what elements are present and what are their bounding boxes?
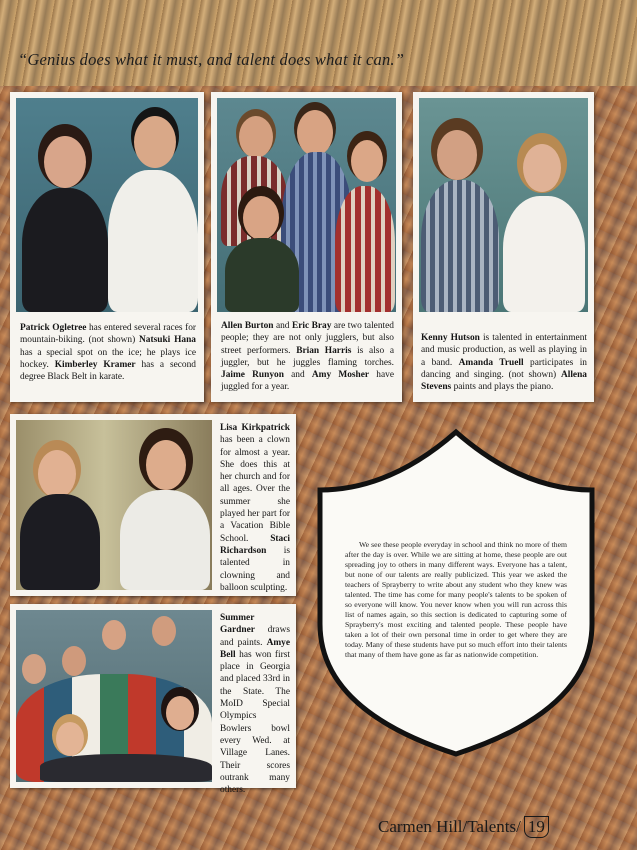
photo-5-person-6-head	[166, 696, 194, 730]
photo-2-person-3-head	[351, 140, 383, 182]
name-staci-richardson: Staci Richardson	[220, 533, 290, 556]
caption-2-text-b: are two talented people; they are not only jugglers, but also street performers.	[221, 321, 394, 356]
caption-2-text-a: and	[273, 321, 292, 331]
photo-4-person-right-body	[120, 490, 210, 590]
photo-4-person-right-head	[146, 440, 186, 490]
photo-card-3	[413, 92, 594, 402]
caption-5-text-a: draws and paints.	[220, 625, 290, 648]
name-kimberley-kramer: Kimberley Kramer	[54, 359, 136, 370]
caption-2-text-e: have juggled for a year.	[221, 370, 394, 393]
name-jaime-runyon: Jaime Runyon	[221, 370, 284, 381]
caption-3-text-b: participates in dancing and singing. (not shown)	[421, 357, 587, 380]
photo-3-person-left-body	[421, 180, 499, 312]
caption-3-text-a: is talented in entertainment and music production, as well as playing in a band.	[421, 333, 587, 368]
photo-5-front-bodies	[40, 754, 212, 782]
name-amanda-truell: Amanda Truell	[458, 357, 524, 368]
name-lisa-kirkpatrick: Lisa Kirkpatrick	[220, 423, 290, 433]
photo-5	[16, 610, 212, 782]
photo-card-4	[10, 414, 296, 596]
caption-4-text-b: is talented in clowning and balloon sculpting.	[220, 545, 290, 593]
name-brian-harris: Brian Harris	[296, 345, 352, 356]
photo-2-person-3-body	[335, 186, 395, 312]
marbled-banner	[0, 0, 637, 86]
name-natsuki-hana: Natsuki Hana	[139, 335, 196, 346]
photo-1	[16, 98, 198, 312]
photo-3-person-left-head	[437, 130, 477, 180]
photo-5-person-3-head	[102, 620, 126, 650]
photo-card-1	[10, 92, 204, 402]
photo-1-person-right-head	[134, 116, 176, 168]
caption-4	[220, 422, 290, 594]
photo-2-person-1-head	[239, 116, 273, 158]
page-quote: “Genius does what it must, and talent does what it can.”	[18, 50, 405, 69]
caption-1-text-a: has entered several races for mountain-biking. (not shown)	[20, 323, 197, 346]
photo-2-person-4-body	[225, 238, 299, 312]
caption-5-text-b: has won first place in Georgia and placed 33rd in the State. The MoID Special Olympics Bowlers bowl every Wed. at Village Lanes. Their scores outrank many others.	[220, 649, 290, 796]
photo-3-person-right-head	[523, 144, 561, 192]
photo-5-person-1-head	[22, 654, 46, 684]
photo-1-person-right-body	[108, 170, 198, 312]
shield-intro-text: We see these people everyday in school and think no more of them after the day is over. While we are sitting at home, these people are out spreading joy to others in many different ways. Everyone has a talent, but none of our talents are really publicized. This year we asked the teachers of Sprayberry to write about any student who they knew was talented. The time has come for many people's talents to be spoken of so everyone will know. You never know when you will run across this list of names again, so this section is dedicated to capturing some of Sprayberry's most exciting and talented people. These people have taken a lot of their own personal time in order to get where they are today. Many of these students have put so much effort into their talents that many of them have gone as far as nationwide competition.	[345, 540, 567, 659]
photo-2-person-4-head	[243, 196, 279, 240]
caption-1	[20, 322, 196, 383]
name-allen-burton: Allen Burton	[221, 321, 274, 331]
caption-1-text-b: has a special spot on the ice; he plays ice hockey.	[20, 347, 196, 370]
photo-3	[419, 98, 588, 312]
caption-3	[421, 332, 587, 393]
photo-card-5	[10, 604, 296, 796]
name-eric-bray: Eric Bray	[291, 321, 332, 331]
photo-2-person-2-head	[297, 110, 333, 156]
name-amye-bell: Amye Bell	[220, 637, 290, 660]
photo-5-person-2-head	[62, 646, 86, 676]
caption-2-text-d: and	[283, 370, 312, 381]
caption-5	[220, 612, 290, 796]
caption-2-text-c: is also a juggler, but he juggles flaming torches.	[221, 345, 394, 368]
photo-1-person-left-head	[44, 136, 86, 188]
photo-1-person-left-body	[22, 188, 108, 312]
photo-5-person-4-head	[152, 616, 176, 646]
photo-4-person-left-head	[38, 450, 76, 498]
page-number: 19	[524, 816, 549, 838]
name-kenny-hutson: Kenny Hutson	[421, 333, 480, 343]
page-footer	[378, 816, 549, 838]
photo-5-person-5-head	[56, 722, 84, 756]
footer-label: Carmen Hill/Talents/	[378, 817, 521, 836]
photo-2	[217, 98, 396, 312]
name-allena-stevens: Allena Stevens	[421, 369, 587, 393]
photo-4-person-left-body	[20, 494, 100, 590]
photo-card-2	[211, 92, 402, 402]
name-amy-mosher: Amy Mosher	[311, 370, 370, 381]
photo-4	[16, 420, 212, 590]
caption-3-text-c: paints and plays the piano.	[451, 382, 554, 393]
caption-4-text-a: has been a clown for almost a year. She does this at her church and for all ages. Over the summer she played her part for a Vacation Bible School.	[220, 435, 290, 544]
caption-1-text-c: has a second degree Black Belt in karate.	[20, 359, 196, 383]
name-patrick-ogletree: Patrick Ogletree	[20, 323, 87, 333]
caption-2	[221, 320, 394, 394]
photo-3-person-right-body	[503, 196, 585, 312]
name-summer-gardner: Summer Gardner	[220, 613, 255, 636]
